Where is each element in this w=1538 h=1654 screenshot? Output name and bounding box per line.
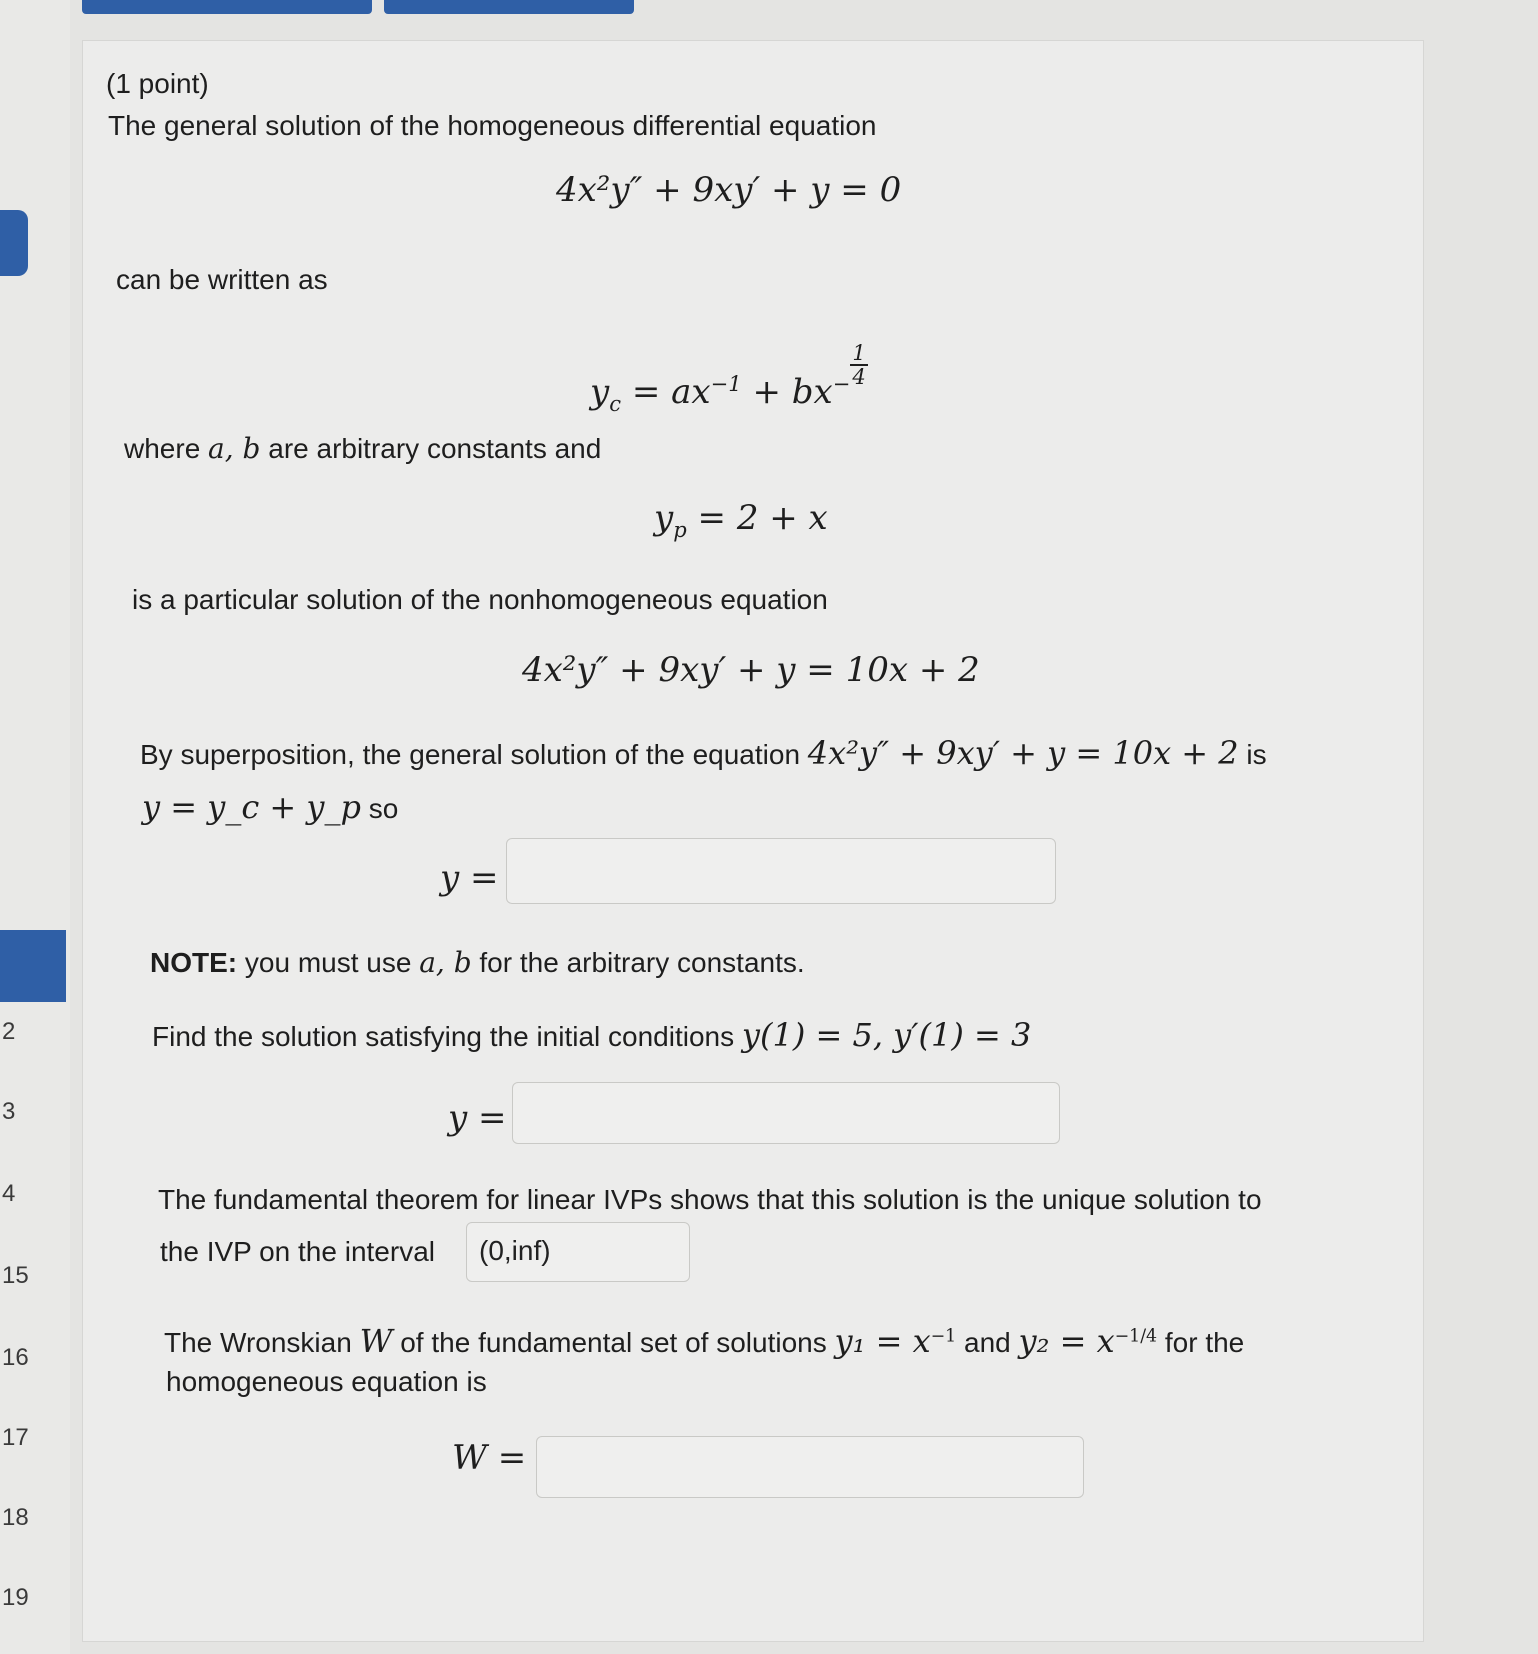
answer1-label: y = [440,858,499,898]
wronskian-post: for the [1157,1327,1245,1358]
problem-points: (1 point) [106,68,209,99]
homogeneous-equation: 4x²y″ + 9xy′ + y = 0 [556,170,902,210]
yc-exp2-sign: − [832,370,851,396]
complementary-solution [590,342,868,416]
problem-sidebar [0,0,70,1654]
where-post: are arbitrary constants and [260,433,602,464]
wronskian-pre: The Wronskian [164,1327,360,1358]
yp-sub: p [673,516,687,542]
particular-solution [654,498,828,542]
superposition-line2-post: so [360,793,399,824]
answer3-label: W = [452,1438,527,1478]
yc-rhs-a: = ax [621,372,711,413]
find-text [152,1016,1031,1054]
where-text [124,432,601,465]
yp-rhs: = 2 + x [686,498,828,538]
fraction-numerator: 1 [852,340,866,365]
top-tab-secondary[interactable] [384,0,634,14]
theorem-line2: the IVP on the interval [160,1236,435,1267]
sidebar-item-number[interactable]: 15 [2,1262,29,1289]
nonhomogeneous-equation: 4x²y″ + 9xy′ + y = 10x + 2 [522,650,980,690]
wronskian-y1: y₁ = x [834,1322,931,1360]
problem-intro: The general solution of the homogeneous differential equation [108,110,877,141]
sidebar-item-number[interactable]: 18 [2,1504,29,1531]
wronskian-symbol: W [359,1322,393,1360]
wronskian-line2: homogeneous equation is [166,1366,487,1397]
general-solution-input[interactable] [506,838,1056,904]
sidebar-item-number[interactable]: 3 [2,1098,16,1125]
yc-exp1: −1 [710,370,742,396]
superposition-line2 [142,788,398,826]
wronskian-input[interactable] [536,1436,1084,1498]
yc-exp2-fraction [850,342,867,388]
sidebar-marker-top[interactable] [0,210,28,276]
sidebar-item-number[interactable]: 16 [2,1344,29,1371]
note-post: for the arbitrary constants. [471,947,805,978]
yc-rhs-b: + bx [741,372,833,413]
superposition-line2-eq: y = y_c + y_p [142,788,361,826]
ivp-solution-input[interactable] [512,1082,1060,1144]
wronskian-mid: of the fundamental set of solutions [392,1327,835,1358]
superposition-pre: By superposition, the general solution of the equation [140,739,808,770]
answer2-label: y = [448,1098,507,1138]
sidebar-item-number[interactable]: 19 [2,1584,29,1611]
wronskian-y2-exp: −1/4 [1114,1326,1158,1347]
initial-conditions: y(1) = 5, y′(1) = 3 [741,1016,1032,1054]
superposition-text [140,734,1267,772]
yc-sub: c [609,390,622,416]
superposition-eq: 4x²y″ + 9xy′ + y = 10x + 2 [807,734,1239,772]
yc-lhs: y [590,372,610,413]
fraction-denominator: 4 [852,364,866,390]
where-vars: a, b [208,432,261,465]
yp-lhs: y [654,498,674,538]
wronskian-y1-exp: −1 [930,1326,957,1347]
note-vars: a, b [419,946,472,979]
interval-input[interactable]: (0,inf) [466,1222,690,1282]
can-be-written-text: can be written as [116,264,328,295]
note-text [150,946,805,979]
particular-text: is a particular solution of the nonhomogeneous equation [132,584,828,615]
top-tab-active[interactable] [82,0,372,14]
superposition-post: is [1238,739,1267,770]
wronskian-y2: y₂ = x [1018,1322,1115,1360]
note-pre: you must use [237,947,420,978]
wronskian-text [164,1322,1244,1360]
sidebar-item-number[interactable]: 2 [2,1018,16,1045]
theorem-line1: The fundamental theorem for linear IVPs shows that this solution is the unique solution to [158,1184,1262,1215]
sidebar-item-number[interactable]: 4 [2,1180,16,1207]
sidebar-item-current[interactable] [0,930,66,1002]
where-pre: where [124,433,209,464]
sidebar-item-number[interactable]: 17 [2,1424,29,1451]
wronskian-and: and [956,1327,1019,1358]
find-pre: Find the solution satisfying the initial conditions [152,1021,742,1052]
note-bold: NOTE: [150,947,238,978]
